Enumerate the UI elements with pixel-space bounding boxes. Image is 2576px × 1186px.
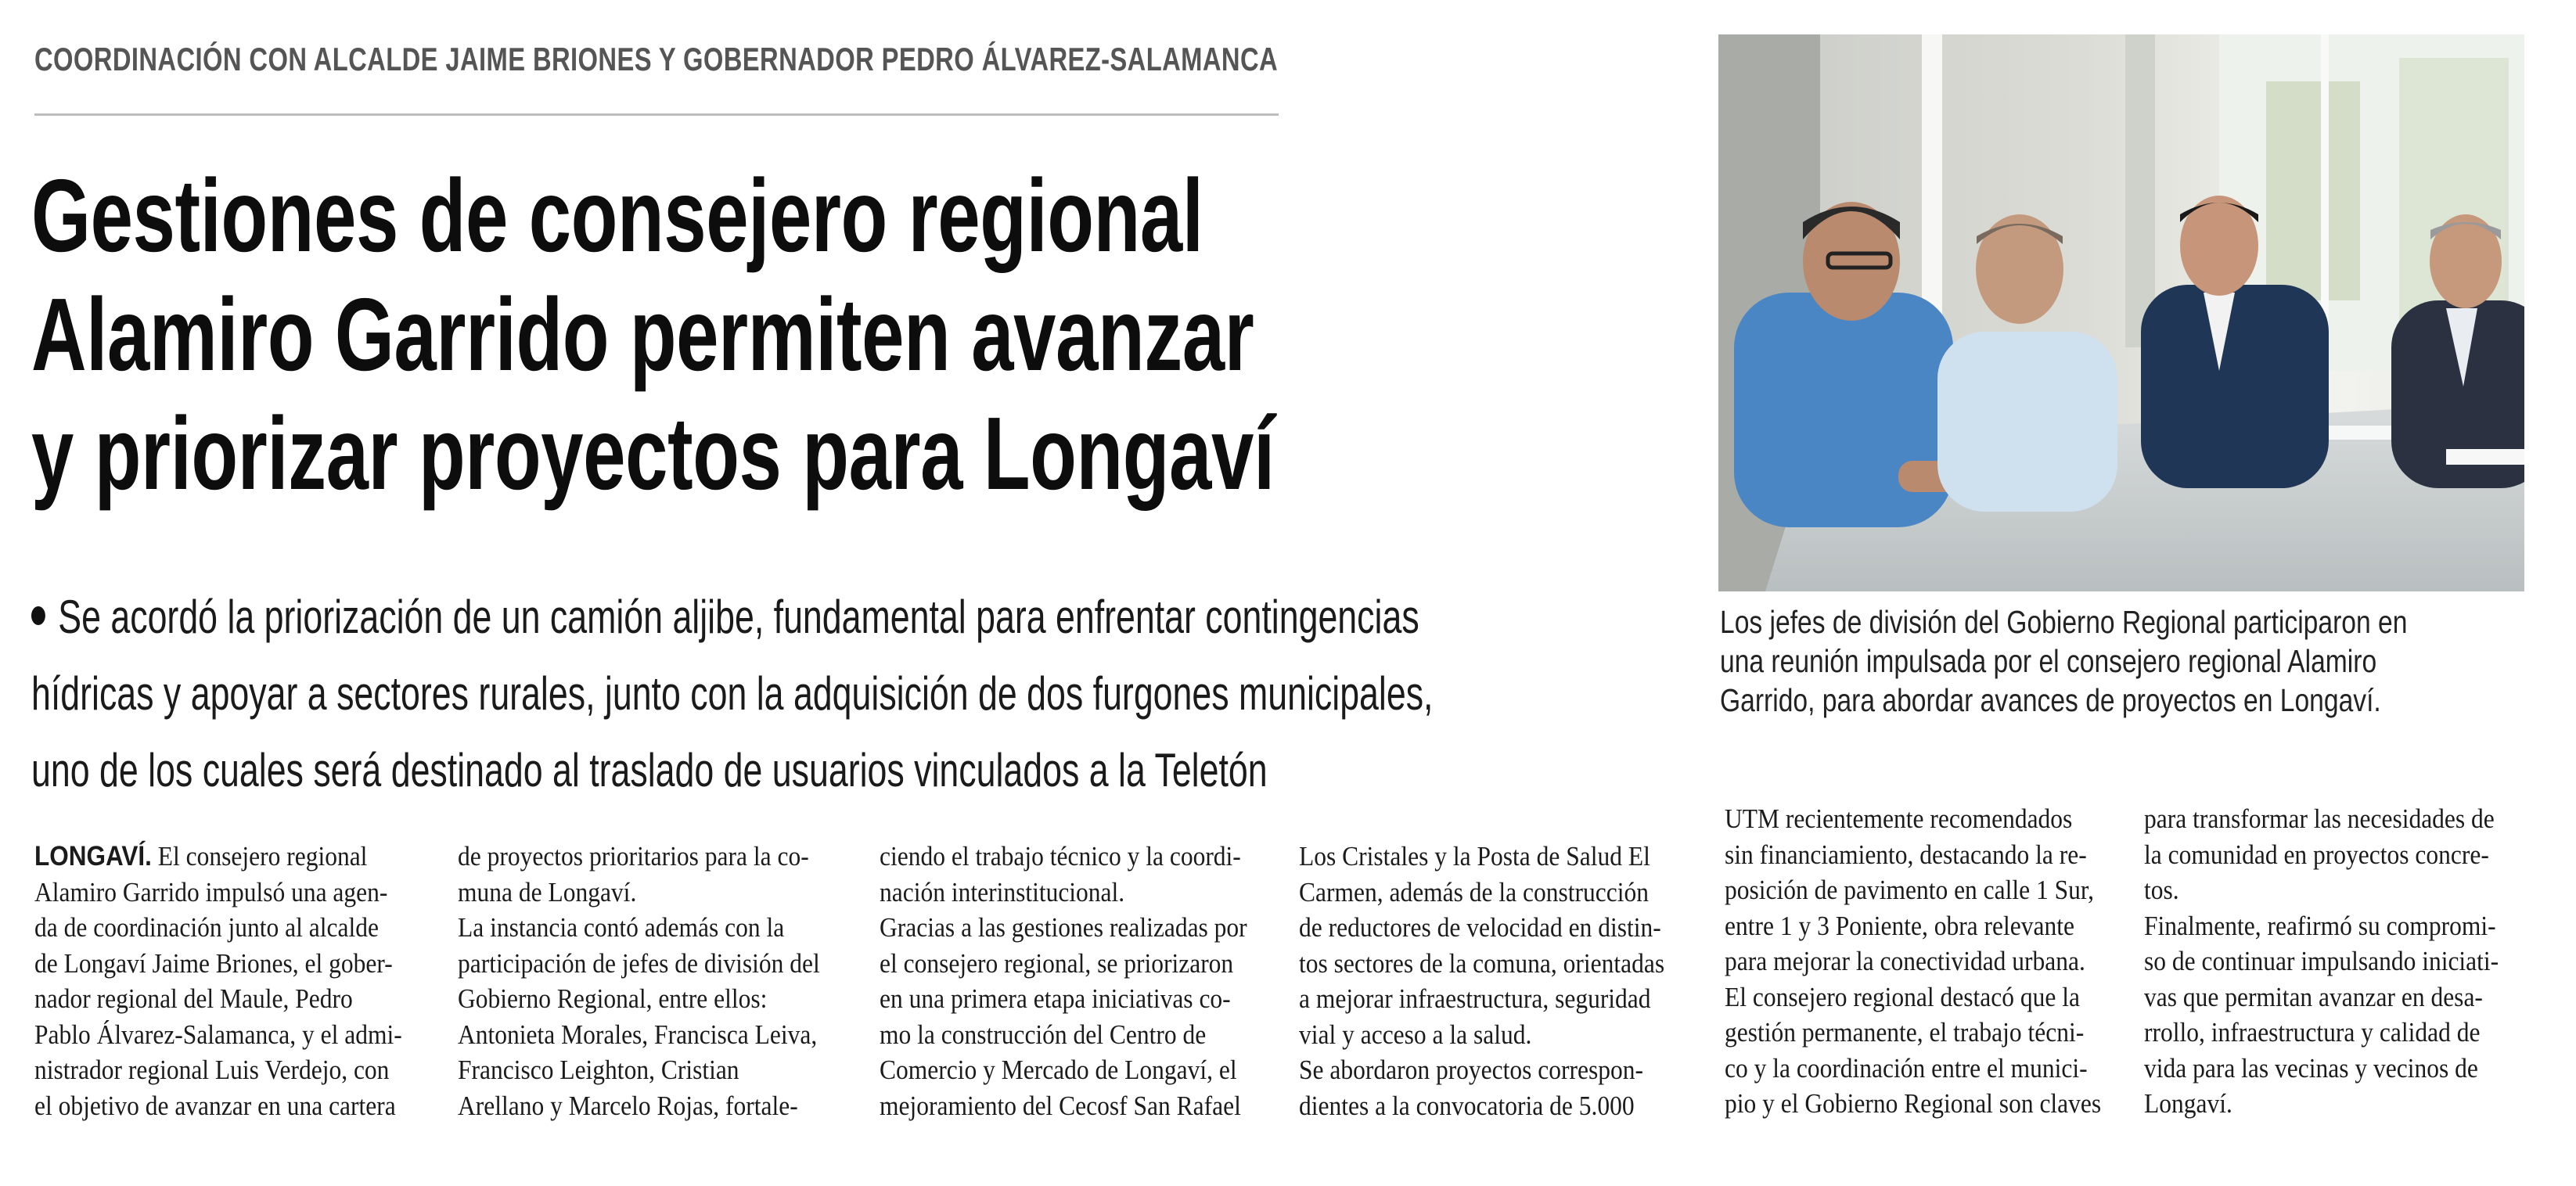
body-line: gestión permanente, el trabajo técni- xyxy=(1725,1017,2085,1048)
body-line: Gracias a las gestiones realizadas por xyxy=(880,912,1247,943)
body-line: co y la coordinación entre el munici- xyxy=(1725,1052,2088,1084)
lead-line-1: Se acordó la priorización de un camión aljibe, fundamental para enfrentar contingencias xyxy=(58,591,1419,643)
body-line: participación de jefes de división del xyxy=(458,947,820,979)
body-line: Longaví. xyxy=(2144,1088,2232,1119)
body-line: nación interinstitucional. xyxy=(880,876,1125,907)
caption-line: Los jefes de división del Gobierno Regional participaron en xyxy=(1720,604,2408,640)
body-line: tos. xyxy=(2144,875,2179,905)
kicker-rule xyxy=(34,113,1279,116)
body-column-6 xyxy=(2144,801,2527,1122)
headline-line-1: Gestiones de consejero regional xyxy=(31,158,1203,273)
headline-line-3: y priorizar proyectos para Longaví xyxy=(31,396,1275,511)
body-line: Finalmente, reafirmó su compromi- xyxy=(2144,910,2496,941)
caption-line: Garrido, para abordar avances de proyectos en Longaví. xyxy=(1720,682,2381,718)
body-line: el consejero regional, se priorizaron xyxy=(880,947,1234,979)
body-line: Gobierno Regional, entre ellos: xyxy=(458,983,768,1014)
body-column-4 xyxy=(1299,839,1682,1123)
body-line: Los Cristales y la Posta de Salud El xyxy=(1299,841,1650,872)
kicker: COORDINACIÓN CON ALCALDE JAIME BRIONES Y GOBERNADOR PEDRO ÁLVAREZ-SALAMANCA xyxy=(34,41,1279,77)
body-line: muna de Longaví. xyxy=(458,876,637,907)
body-line: vial y acceso a la salud. xyxy=(1299,1019,1532,1050)
body-line: mejoramiento del Cecosf San Rafael xyxy=(880,1090,1241,1121)
headline-line-2: Alamiro Garrido permiten avanzar xyxy=(31,277,1254,392)
body-column-2 xyxy=(458,839,837,1123)
body-line: Comercio y Mercado de Longaví, el xyxy=(880,1055,1237,1085)
body-line: a mejorar infraestructura, seguridad xyxy=(1299,983,1651,1014)
body-line: nistrador regional Luis Verdejo, con xyxy=(34,1055,390,1085)
body-line: de reductores de velocidad en distin- xyxy=(1299,912,1661,943)
body-line: vida para las vecinas y vecinos de xyxy=(2144,1052,2478,1084)
dateline: LONGAVÍ. xyxy=(34,841,152,872)
meeting-photo-illustration xyxy=(1718,34,2524,591)
body-line: Pablo Álvarez-Salamanca, y el admi- xyxy=(34,1019,402,1050)
photo-caption xyxy=(1720,602,2509,720)
body-line: en una primera etapa iniciativas co- xyxy=(880,983,1231,1014)
body-line: ciendo el trabajo técnico y la coordi- xyxy=(880,841,1241,872)
body-line: La instancia contó además con la xyxy=(458,912,785,943)
bullet-icon xyxy=(31,606,45,625)
body-line: Se abordaron proyectos correspon- xyxy=(1299,1055,1643,1085)
body-column-5 xyxy=(1725,801,2108,1122)
body-line: la comunidad en proyectos concre- xyxy=(2144,839,2489,870)
body-line: entre 1 y 3 Poniente, obra relevante xyxy=(1725,910,2074,941)
body-column-1 xyxy=(34,839,418,1123)
headline xyxy=(31,156,1595,513)
body-line: de Longaví Jaime Briones, el gober- xyxy=(34,947,393,979)
body-line: para transformar las necesidades de xyxy=(2144,803,2495,834)
body-line: vas que permitan avanzar en desa- xyxy=(2144,981,2483,1012)
body-line: posición de pavimento en calle 1 Sur, xyxy=(1725,875,2094,905)
body-line: UTM recientemente recomendados xyxy=(1725,803,2073,834)
body-line: de proyectos prioritarios para la co- xyxy=(458,841,809,872)
body-column-3 xyxy=(880,839,1263,1123)
body-line: para mejorar la conectividad urbana. xyxy=(1725,946,2085,976)
body-line: Francisco Leighton, Cristian xyxy=(458,1055,739,1085)
body-line: so de continuar impulsando iniciati- xyxy=(2144,946,2499,976)
body-line: da de coordinación junto al alcalde xyxy=(34,912,379,943)
meeting-photo xyxy=(1718,34,2524,591)
body-line: tos sectores de la comuna, orientadas xyxy=(1299,947,1665,979)
body-line: mo la construcción del Centro de xyxy=(880,1019,1207,1050)
body-line: Antonieta Morales, Francisca Leiva, xyxy=(458,1019,818,1050)
body-line: Carmen, además de la construcción xyxy=(1299,876,1649,907)
lead-line-2: hídricas y apoyar a sectores rurales, junto con la adquisición de dos furgones municipales, xyxy=(31,667,1434,720)
body-line: rrollo, infraestructura y calidad de xyxy=(2144,1017,2481,1048)
body-line: Alamiro Garrido impulsó una agen- xyxy=(34,876,388,907)
body-line: el objetivo de avanzar en una cartera xyxy=(34,1090,396,1121)
body-line: nador regional del Maule, Pedro xyxy=(34,983,353,1014)
lead-line-3: uno de los cuales será destinado al traslado de usuarios vinculados a la Teletón xyxy=(31,744,1268,796)
body-line: Arellano y Marcelo Rojas, fortale- xyxy=(458,1090,798,1121)
body-line: sin financiamiento, destacando la re- xyxy=(1725,839,2087,870)
body-line: El consejero regional xyxy=(151,841,368,872)
body-line: El consejero regional destacó que la xyxy=(1725,981,2080,1012)
body-line: dientes a la convocatoria de 5.000 xyxy=(1299,1090,1635,1121)
lead-summary xyxy=(31,579,1693,809)
body-line: pio y el Gobierno Regional son claves xyxy=(1725,1088,2102,1119)
caption-line: una reunión impulsada por el consejero regional Alamiro xyxy=(1720,643,2377,679)
